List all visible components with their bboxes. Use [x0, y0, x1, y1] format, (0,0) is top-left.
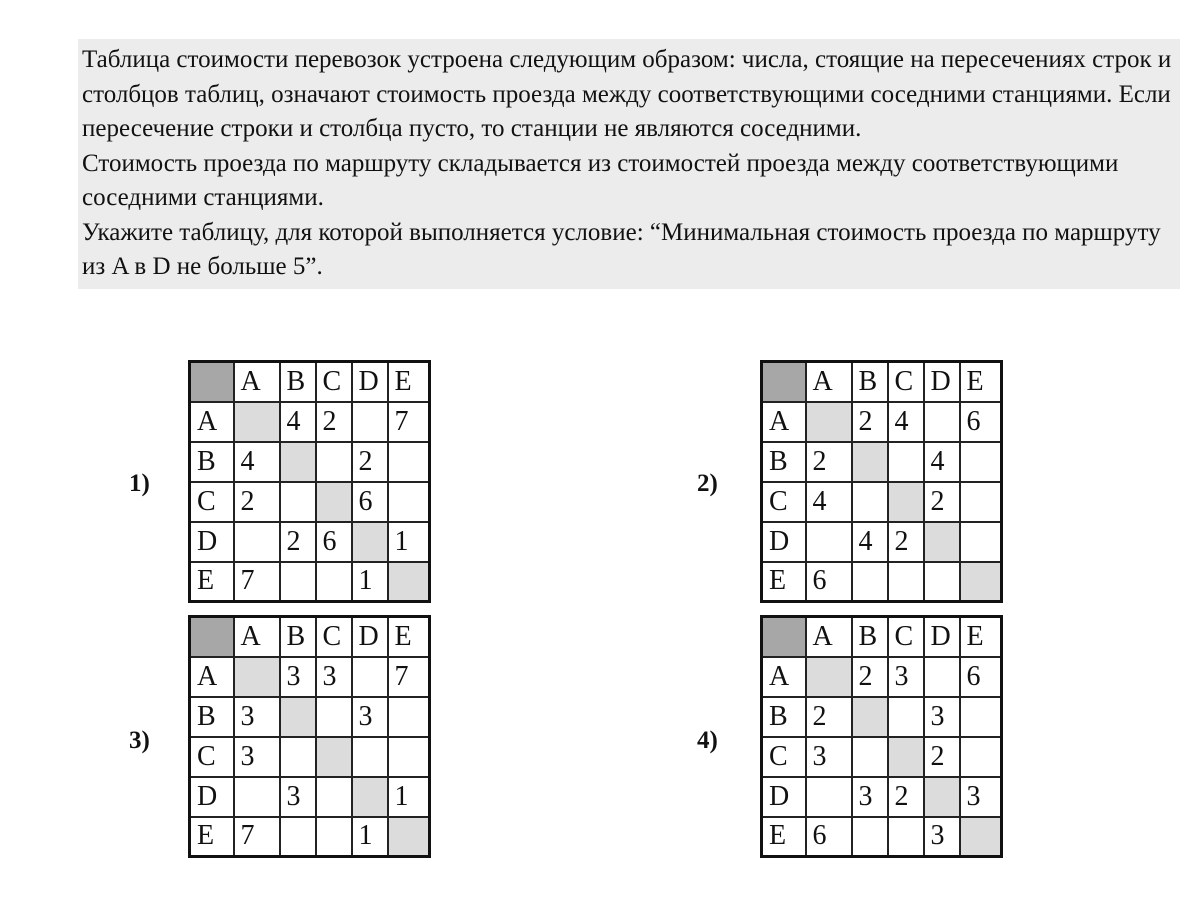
column-header: A [234, 362, 280, 402]
cost-cell: 3 [924, 697, 960, 737]
column-header: C [888, 617, 924, 657]
cost-cell [388, 737, 430, 777]
table-row [190, 817, 430, 857]
row-header: B [762, 442, 806, 482]
cost-cell [388, 817, 430, 857]
column-header: E [388, 617, 430, 657]
cost-cell: 3 [234, 737, 280, 777]
row-header: D [190, 777, 234, 817]
cost-cell [806, 522, 852, 562]
cost-cell: 4 [280, 402, 316, 442]
row-header: B [190, 442, 234, 482]
cost-cell [960, 522, 1002, 562]
column-header: B [852, 617, 888, 657]
cost-cell: 3 [234, 697, 280, 737]
corner-cell [190, 362, 234, 402]
column-header: C [888, 362, 924, 402]
cost-cell [316, 737, 352, 777]
cost-cell: 3 [806, 737, 852, 777]
column-header: B [280, 617, 316, 657]
variant-1-table [188, 360, 431, 603]
cost-cell [960, 562, 1002, 602]
table-row [762, 402, 1002, 442]
cost-cell [960, 442, 1002, 482]
cost-cell: 2 [280, 522, 316, 562]
variant-2-table [760, 360, 1003, 603]
cost-cell [924, 562, 960, 602]
cost-cell: 3 [924, 817, 960, 857]
column-header: A [806, 362, 852, 402]
column-header: E [960, 362, 1002, 402]
table-row [762, 657, 1002, 697]
cost-cell: 2 [806, 697, 852, 737]
cost-cell [234, 657, 280, 697]
row-header: A [762, 402, 806, 442]
row-header: E [762, 817, 806, 857]
cost-cell: 2 [888, 522, 924, 562]
row-header: E [190, 817, 234, 857]
table-row [762, 737, 1002, 777]
row-header: C [190, 737, 234, 777]
cost-cell: 6 [960, 402, 1002, 442]
table-row [190, 442, 430, 482]
cost-cell [852, 482, 888, 522]
cost-cell: 3 [280, 657, 316, 697]
problem-statement [78, 39, 1180, 289]
cost-cell: 4 [806, 482, 852, 522]
header-row [190, 617, 430, 657]
table-row [762, 562, 1002, 602]
cost-cell [280, 697, 316, 737]
cost-cell [852, 737, 888, 777]
cost-cell [388, 442, 430, 482]
table-row [190, 777, 430, 817]
cost-cell [852, 562, 888, 602]
cost-cell: 6 [960, 657, 1002, 697]
cost-cell [316, 442, 352, 482]
cost-cell: 1 [388, 522, 430, 562]
cost-cell: 6 [316, 522, 352, 562]
header-row [762, 362, 1002, 402]
cost-cell [234, 777, 280, 817]
row-header: C [190, 482, 234, 522]
cost-cell [388, 697, 430, 737]
table-row [190, 522, 430, 562]
cost-cell: 2 [924, 737, 960, 777]
column-header: B [852, 362, 888, 402]
corner-cell [190, 617, 234, 657]
variant-2-label: 2) [697, 470, 718, 497]
row-header: A [762, 657, 806, 697]
cost-cell: 7 [388, 657, 430, 697]
cost-cell [888, 817, 924, 857]
corner-cell [762, 617, 806, 657]
cost-cell [852, 817, 888, 857]
column-header: B [280, 362, 316, 402]
column-header: D [352, 617, 388, 657]
cost-cell [888, 697, 924, 737]
cost-cell [924, 402, 960, 442]
cost-cell [924, 522, 960, 562]
cost-cell [352, 777, 388, 817]
cost-cell: 2 [806, 442, 852, 482]
column-header: A [234, 617, 280, 657]
table-row [190, 737, 430, 777]
cost-cell: 3 [852, 777, 888, 817]
cost-cell [888, 442, 924, 482]
cost-cell [316, 482, 352, 522]
cost-cell: 4 [888, 402, 924, 442]
cost-cell [888, 482, 924, 522]
table-row [190, 697, 430, 737]
row-header: D [190, 522, 234, 562]
cost-cell: 4 [234, 442, 280, 482]
variant-3-table [188, 615, 431, 858]
cost-cell [924, 777, 960, 817]
cost-cell [888, 737, 924, 777]
cost-cell: 1 [352, 562, 388, 602]
cost-cell: 2 [852, 402, 888, 442]
cost-cell: 7 [234, 562, 280, 602]
cost-cell: 2 [924, 482, 960, 522]
cost-cell: 7 [388, 402, 430, 442]
cost-cell [888, 562, 924, 602]
cost-cell [352, 737, 388, 777]
cost-cell [316, 817, 352, 857]
cost-cell [234, 522, 280, 562]
row-header: B [190, 697, 234, 737]
cost-cell [352, 402, 388, 442]
variant-4-table [760, 615, 1003, 858]
cost-cell: 3 [888, 657, 924, 697]
cost-cell: 6 [352, 482, 388, 522]
cost-cell [806, 777, 852, 817]
row-header: C [762, 482, 806, 522]
cost-cell [280, 737, 316, 777]
cost-cell [280, 562, 316, 602]
table-row [190, 482, 430, 522]
cost-cell [806, 657, 852, 697]
cost-cell [316, 777, 352, 817]
table-row [762, 697, 1002, 737]
problem-paragraph-2: Стоимость проезда по маршруту складывается из стоимостей проезда между соответствующими соседними станциями. [82, 149, 1119, 211]
cost-cell [388, 562, 430, 602]
cost-cell [234, 402, 280, 442]
header-row [762, 617, 1002, 657]
cost-cell: 2 [852, 657, 888, 697]
cost-cell [316, 697, 352, 737]
table-row [190, 657, 430, 697]
column-header: D [924, 362, 960, 402]
variant-3-label: 3) [129, 727, 150, 754]
variant-4-label: 4) [697, 727, 718, 754]
table-row [762, 482, 1002, 522]
row-header: E [762, 562, 806, 602]
cost-cell: 1 [352, 817, 388, 857]
cost-cell [388, 482, 430, 522]
row-header: D [762, 522, 806, 562]
variant-1-label: 1) [129, 470, 150, 497]
row-header: A [190, 657, 234, 697]
column-header: D [924, 617, 960, 657]
cost-cell [316, 562, 352, 602]
column-header: C [316, 617, 352, 657]
column-header: D [352, 362, 388, 402]
row-header: C [762, 737, 806, 777]
table-row [190, 402, 430, 442]
cost-cell: 6 [806, 817, 852, 857]
cost-cell: 6 [806, 562, 852, 602]
header-row [190, 362, 430, 402]
cost-cell [352, 657, 388, 697]
cost-cell [280, 442, 316, 482]
cost-cell [960, 482, 1002, 522]
cost-cell [352, 522, 388, 562]
problem-paragraph-3: Укажите таблицу, для которой выполняется условие: “Минимальная стоимость проезда по маршруту из A в D не больше 5”. [82, 218, 1161, 280]
row-header: D [762, 777, 806, 817]
cost-cell [852, 697, 888, 737]
table-row [190, 562, 430, 602]
cost-cell: 3 [960, 777, 1002, 817]
cost-cell: 2 [234, 482, 280, 522]
cost-cell: 2 [888, 777, 924, 817]
table-row [762, 817, 1002, 857]
row-header: E [190, 562, 234, 602]
table-row [762, 442, 1002, 482]
cost-cell [852, 442, 888, 482]
cost-cell [280, 482, 316, 522]
column-header: A [806, 617, 852, 657]
cost-cell: 3 [316, 657, 352, 697]
cost-cell [960, 817, 1002, 857]
cost-cell [960, 737, 1002, 777]
corner-cell [762, 362, 806, 402]
column-header: E [388, 362, 430, 402]
table-row [762, 522, 1002, 562]
cost-cell: 3 [352, 697, 388, 737]
cost-cell [806, 402, 852, 442]
cost-cell: 1 [388, 777, 430, 817]
cost-cell: 2 [352, 442, 388, 482]
column-header: E [960, 617, 1002, 657]
cost-cell: 7 [234, 817, 280, 857]
problem-paragraph-1: Таблица стоимости перевозок устроена следующим образом: числа, стоящие на пересечениях строк и столбцов таблиц, означают стоимость проезда между соответствующими соседними станциями. Если пересечение строки и столбца пусто, то станции не являются соседними. [82, 46, 1172, 142]
cost-cell [960, 697, 1002, 737]
cost-cell: 4 [924, 442, 960, 482]
cost-cell [280, 817, 316, 857]
cost-cell: 3 [280, 777, 316, 817]
cost-cell: 4 [852, 522, 888, 562]
column-header: C [316, 362, 352, 402]
table-row [762, 777, 1002, 817]
cost-cell: 2 [316, 402, 352, 442]
cost-cell [924, 657, 960, 697]
row-header: A [190, 402, 234, 442]
row-header: B [762, 697, 806, 737]
